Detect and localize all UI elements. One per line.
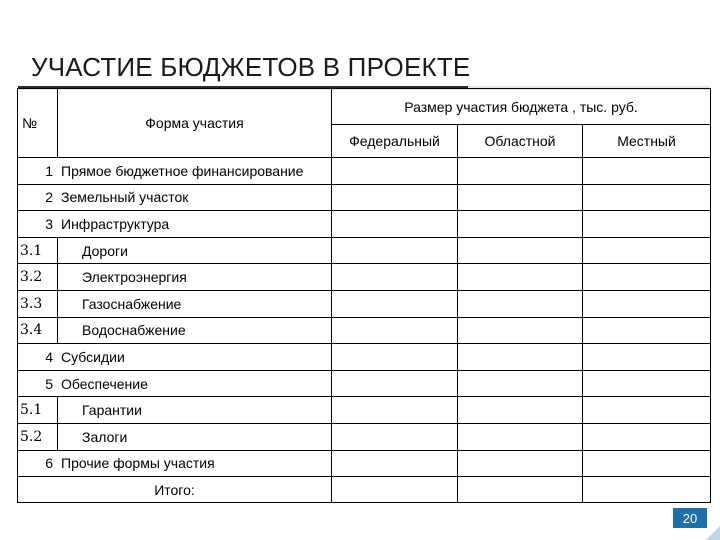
- cell-federal: [332, 317, 458, 344]
- cell-regional: [458, 317, 583, 344]
- table-row: [18, 211, 711, 238]
- row-label: Залоги: [58, 423, 332, 450]
- row-label-text: Инфраструктура: [61, 215, 170, 232]
- row-number: 1: [45, 162, 53, 179]
- row-label: Газоснабжение: [58, 290, 332, 317]
- header-form: Форма участия: [58, 89, 332, 158]
- cell-local: [583, 450, 711, 477]
- cell-local: [583, 237, 711, 264]
- cell-local: [583, 317, 711, 344]
- header-regional: Областной: [458, 125, 583, 158]
- row-number: 3.4: [18, 317, 58, 344]
- cell-regional: [458, 237, 583, 264]
- total-regional: [458, 477, 583, 503]
- header-budget-size: Размер участия бюджета , тыс. руб.: [332, 89, 711, 125]
- row-number: 2: [45, 189, 53, 206]
- row-label: [18, 450, 332, 477]
- row-label: [18, 344, 332, 371]
- row-number: 3.2: [18, 264, 58, 291]
- cell-federal: [332, 158, 458, 185]
- total-label: Итого:: [18, 477, 332, 503]
- budget-participation-table: [17, 88, 711, 503]
- row-number: 3.3: [18, 290, 58, 317]
- cell-local: [583, 184, 711, 211]
- cell-regional: [458, 290, 583, 317]
- row-number: 3: [45, 215, 53, 232]
- page-title: УЧАСТИЕ БЮДЖЕТОВ В ПРОЕКТЕ: [31, 52, 471, 82]
- cell-local: [583, 344, 711, 371]
- cell-regional: [458, 370, 583, 397]
- cell-federal: [332, 450, 458, 477]
- total-federal: [332, 477, 458, 503]
- table-row: [18, 450, 711, 477]
- row-label-text: Субсидии: [61, 348, 125, 365]
- cell-regional: [458, 158, 583, 185]
- row-label: [18, 211, 332, 238]
- row-label: [18, 370, 332, 397]
- row-label: Гарантии: [58, 397, 332, 424]
- table-row: [18, 423, 711, 450]
- row-number: 4: [45, 348, 53, 365]
- cell-federal: [332, 423, 458, 450]
- cell-regional: [458, 184, 583, 211]
- cell-regional: [458, 211, 583, 238]
- row-number: 6: [45, 455, 53, 472]
- cell-regional: [458, 423, 583, 450]
- cell-regional: [458, 397, 583, 424]
- row-number: 3.1: [18, 237, 58, 264]
- row-label: Водоснабжение: [58, 317, 332, 344]
- table-row: [18, 397, 711, 424]
- cell-federal: [332, 370, 458, 397]
- table-row: [18, 237, 711, 264]
- cell-local: [583, 370, 711, 397]
- header-number: №: [18, 89, 58, 158]
- cell-federal: [332, 290, 458, 317]
- cell-federal: [332, 211, 458, 238]
- corner-decoration: [706, 526, 720, 540]
- row-number: 5.2: [18, 423, 58, 450]
- cell-local: [583, 211, 711, 238]
- row-label: [18, 158, 332, 185]
- table-body: [18, 158, 711, 503]
- cell-regional: [458, 264, 583, 291]
- total-local: [583, 477, 711, 503]
- row-label-text: Земельный участок: [61, 189, 189, 206]
- cell-local: [583, 264, 711, 291]
- cell-federal: [332, 397, 458, 424]
- row-label: Дороги: [58, 237, 332, 264]
- row-label-text: Прочие формы участия: [61, 455, 215, 472]
- header-federal: Федеральный: [332, 125, 458, 158]
- table-row: [18, 290, 711, 317]
- cell-regional: [458, 344, 583, 371]
- cell-federal: [332, 184, 458, 211]
- cell-federal: [332, 344, 458, 371]
- row-label-text: Прямое бюджетное финансирование: [61, 162, 304, 179]
- table-row: [18, 184, 711, 211]
- row-label: Электроэнергия: [58, 264, 332, 291]
- row-number: 5: [45, 375, 53, 392]
- page-number-badge: 20: [673, 508, 707, 528]
- cell-local: [583, 290, 711, 317]
- table-row: [18, 344, 711, 371]
- total-row: [18, 477, 711, 503]
- header-local: Местный: [583, 125, 711, 158]
- row-label-text: Обеспечение: [61, 375, 148, 392]
- table-row: [18, 264, 711, 291]
- cell-federal: [332, 237, 458, 264]
- table-row: [18, 317, 711, 344]
- row-number: 5.1: [18, 397, 58, 424]
- table-row: [18, 158, 711, 185]
- row-label: [18, 184, 332, 211]
- cell-federal: [332, 264, 458, 291]
- cell-local: [583, 397, 711, 424]
- cell-regional: [458, 450, 583, 477]
- table-row: [18, 370, 711, 397]
- cell-local: [583, 158, 711, 185]
- cell-local: [583, 423, 711, 450]
